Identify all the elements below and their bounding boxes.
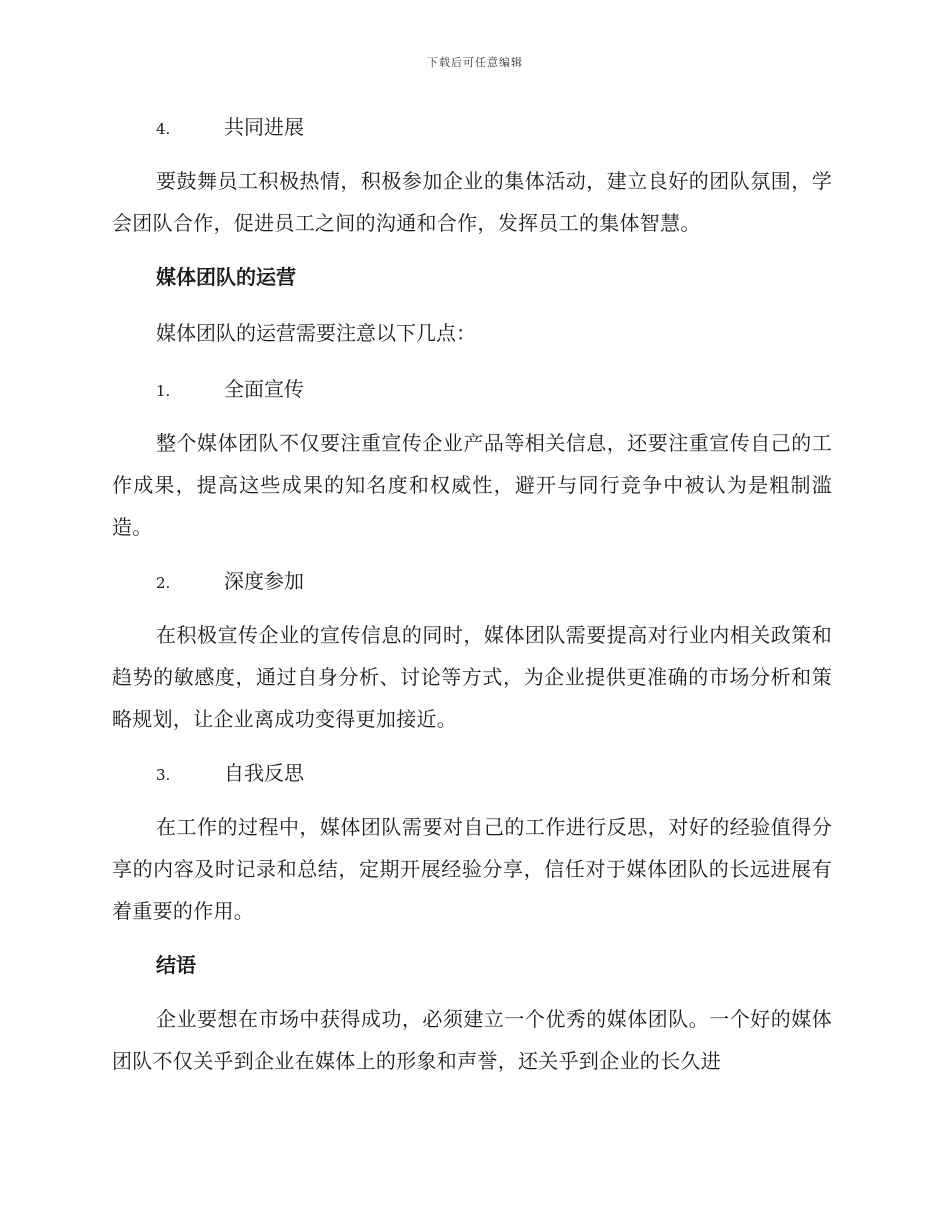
list-number: 1. bbox=[156, 382, 171, 400]
list-number: 3. bbox=[156, 766, 171, 784]
paragraph: 要鼓舞员工积极热情，积极参加企业的集体活动，建立良好的团队氛围，学会团队合作，促进员工之间的沟通和合作，发挥员工的集体智慧。 bbox=[112, 169, 832, 235]
list-number: 4. bbox=[156, 120, 171, 138]
list-heading-text: 深度参加 bbox=[224, 569, 304, 593]
paragraph: 整个媒体团队不仅要注重宣传企业产品等相关信息，还要注重宣传自己的工作成果，提高这些成果的知名度和权威性，避开与同行竞争中被认为是粗制滥造。 bbox=[112, 431, 832, 539]
list-heading-1 bbox=[112, 366, 832, 412]
paragraph: 企业要想在市场中获得成功，必须建立一个优秀的媒体团队。一个好的媒体团队不仅关乎到企业在媒体上的形象和声誉，还关乎到企业的长久进 bbox=[112, 1007, 832, 1073]
section-intro: 媒体团队的运营需要注意以下几点： bbox=[156, 321, 476, 345]
paragraph: 在积极宣传企业的宣传信息的同时，媒体团队需要提高对行业内相关政策和趋势的敏感度，通过自身分析、讨论等方式，为企业提供更准确的市场分析和策略规划，让企业离成功变得更加接近。 bbox=[112, 623, 832, 731]
section-title-operations: 媒体团队的运营 bbox=[156, 265, 296, 289]
header-note: 下载后可任意编辑 bbox=[427, 56, 523, 69]
list-heading-4 bbox=[112, 104, 832, 150]
section-title-conclusion: 结语 bbox=[156, 953, 196, 977]
list-heading-3 bbox=[112, 750, 832, 796]
list-heading-2 bbox=[112, 558, 832, 604]
paragraph: 在工作的过程中，媒体团队需要对自己的工作进行反思，对好的经验值得分享的内容及时记录和总结，定期开展经验分享，信任对于媒体团队的长远进展有着重要的作用。 bbox=[112, 815, 832, 923]
document-body bbox=[112, 104, 832, 1092]
list-number: 2. bbox=[156, 574, 171, 592]
list-heading-text: 全面宣传 bbox=[224, 377, 304, 401]
list-heading-text: 自我反思 bbox=[224, 761, 304, 785]
list-heading-text: 共同进展 bbox=[224, 115, 304, 139]
